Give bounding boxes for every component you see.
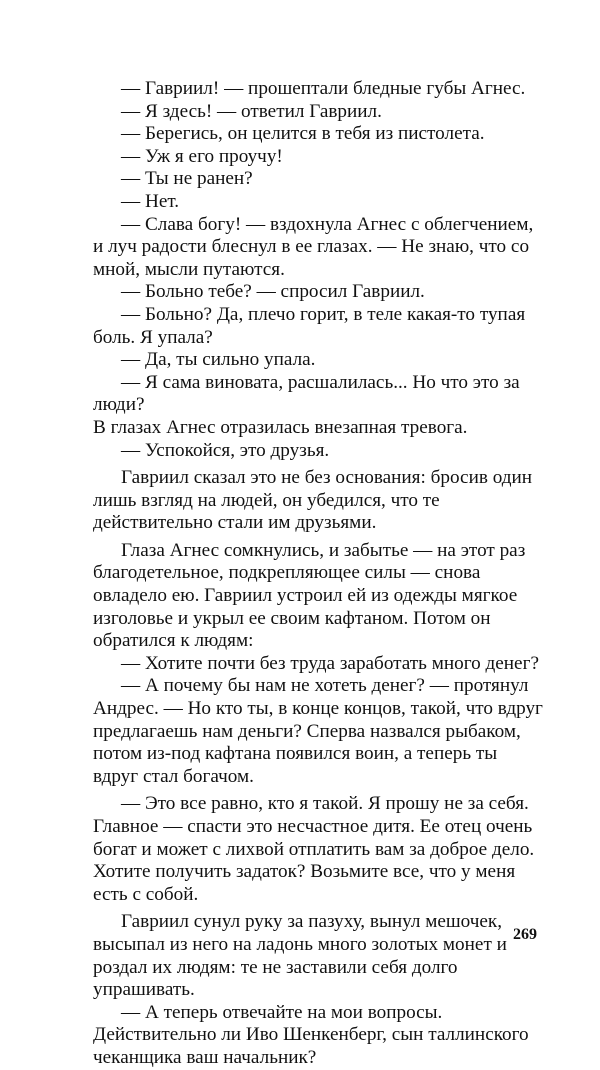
paragraph: — Хотите почти без труда заработать много денег? bbox=[121, 652, 539, 674]
paragraph: Глаза Агнес сомкнулись, и забытье — на этот раз благодетельное, подкрепляющее силы — снова овладело ею. Гавриил устроил ей из одежды мягкое изголовье и укрыл ее своим кафтаном. Потом он обратился к людям: bbox=[93, 539, 526, 652]
paragraph: — Больно тебе? — спросил Гавриил. bbox=[121, 281, 425, 303]
paragraph: — Ты не ранен? bbox=[121, 168, 253, 190]
page-number: 269 bbox=[513, 926, 537, 943]
paragraph: Гавриил сунул руку за пазуху, вынул мешочек, высыпал из него на ладонь много золотых монет и роздал их людям: те не заставили себя долго упрашивать. bbox=[93, 911, 507, 1001]
paragraph: — Это все равно, кто я такой. Я прошу не за себя. Главное — спасти это несчастное дитя. Ее отец очень богат и может с лихвой отплатить вам за доброе дело. Хотите получить задаток? Возьмите все, что у меня есть с собой. bbox=[93, 793, 535, 905]
paragraph: — Больно? Да, плечо горит, в теле какая-то тупая боль. Я упала? bbox=[93, 303, 526, 348]
paragraph: — Берегись, он целится в тебя из пистолета. bbox=[121, 123, 485, 145]
body-text bbox=[93, 78, 545, 1070]
paragraph: — Гавриил! — прошептали бледные губы Агнес. bbox=[121, 78, 526, 99]
paragraph: — Успокойся, это друзья. bbox=[121, 439, 330, 461]
paragraph: — Уж я его проучу! bbox=[121, 145, 283, 167]
paragraph: Гавриил сказал это не без основания: бросив один лишь взгляд на людей, он убедился, что те действительно стали им друзьями. bbox=[93, 467, 533, 534]
paragraph: — Слава богу! — вздохнула Агнес с облегчением, и луч радости блеснул в ее глазах. — Не знаю, что со мной, мысли путаются. bbox=[93, 213, 534, 280]
paragraph: — Да, ты сильно упала. bbox=[121, 349, 316, 371]
paragraph: — А почему бы нам не хотеть денег? — протянул Андрес. — Но кто ты, в конце концов, такой, что вдруг предлагаешь нам деньги? Сперва назвался рыбаком, потом из-под кафтана появился воин, а теперь ты вдруг стал богачом. bbox=[93, 675, 543, 787]
paragraph: — Я здесь! — ответил Гавриил. bbox=[121, 100, 382, 122]
paragraph: В глазах Агнес отразилась внезапная тревога. bbox=[93, 416, 468, 438]
paragraph: — Нет. bbox=[121, 190, 180, 212]
paragraph: — А теперь отвечайте на мои вопросы. Действительно ли Иво Шенкенберг, сын таллинского чеканщика ваш начальник? bbox=[93, 1001, 529, 1068]
paragraph: — Я сама виновата, расшалилась... Но что это за люди? bbox=[93, 371, 520, 416]
